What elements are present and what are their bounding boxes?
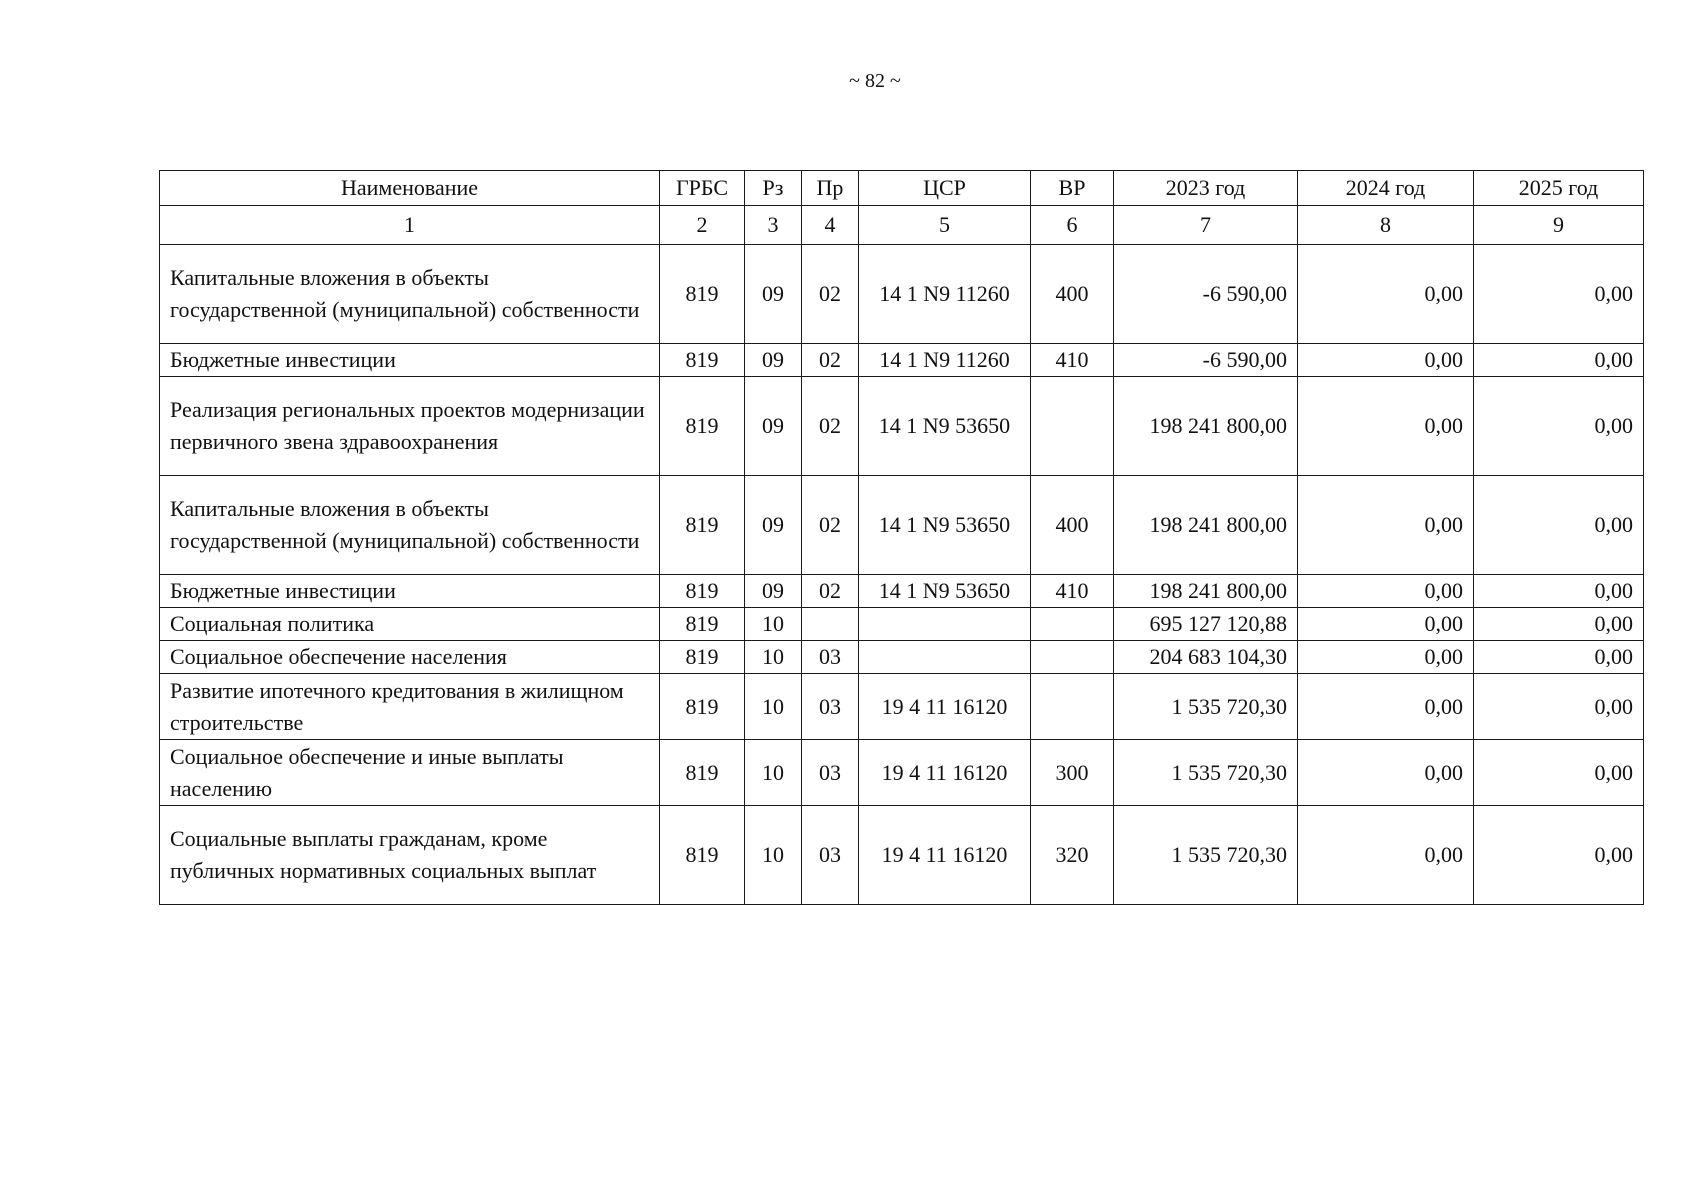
row-amount-2025: 0,00 [1474, 377, 1644, 476]
row-grbs: 819 [660, 740, 745, 806]
row-amount-2024: 0,00 [1298, 806, 1474, 905]
row-amount-2024: 0,00 [1298, 641, 1474, 674]
row-rz: 09 [745, 245, 802, 344]
row-csr: 14 1 N9 11260 [859, 245, 1031, 344]
row-name: Развитие ипотечного кредитования в жилищном строительстве [160, 674, 660, 740]
row-rz: 09 [745, 575, 802, 608]
row-name: Бюджетные инвестиции [160, 344, 660, 377]
row-rz: 09 [745, 344, 802, 377]
row-grbs: 819 [660, 245, 745, 344]
row-amount-2024: 0,00 [1298, 377, 1474, 476]
row-grbs: 819 [660, 608, 745, 641]
row-vr: 320 [1031, 806, 1114, 905]
row-csr: 14 1 N9 53650 [859, 575, 1031, 608]
row-csr: 14 1 N9 11260 [859, 344, 1031, 377]
row-grbs: 819 [660, 476, 745, 575]
column-header-csr: ЦСР [859, 171, 1031, 206]
row-amount-2024: 0,00 [1298, 674, 1474, 740]
column-number: 8 [1298, 206, 1474, 245]
row-vr: 300 [1031, 740, 1114, 806]
column-header-grbs: ГРБС [660, 171, 745, 206]
column-header-pr: Пр [802, 171, 859, 206]
row-amount-2024: 0,00 [1298, 476, 1474, 575]
row-rz: 10 [745, 641, 802, 674]
column-header-2025: 2025 год [1474, 171, 1644, 206]
row-rz: 10 [745, 608, 802, 641]
row-amount-2023: 198 241 800,00 [1114, 575, 1298, 608]
row-name: Капитальные вложения в объекты государственной (муниципальной) собственности [160, 245, 660, 344]
column-number: 6 [1031, 206, 1114, 245]
row-name: Социальное обеспечение населения [160, 641, 660, 674]
table-row [160, 641, 1644, 674]
row-amount-2025: 0,00 [1474, 245, 1644, 344]
row-vr: 410 [1031, 344, 1114, 377]
row-pr: 02 [802, 476, 859, 575]
row-csr [859, 608, 1031, 641]
column-header-2024: 2024 год [1298, 171, 1474, 206]
row-csr: 14 1 N9 53650 [859, 377, 1031, 476]
header-row [160, 171, 1644, 206]
column-header-vr: ВР [1031, 171, 1114, 206]
table-row [160, 674, 1644, 740]
row-vr [1031, 608, 1114, 641]
table-row [160, 608, 1644, 641]
row-amount-2023: 695 127 120,88 [1114, 608, 1298, 641]
row-amount-2025: 0,00 [1474, 740, 1644, 806]
row-amount-2023: 1 535 720,30 [1114, 674, 1298, 740]
row-pr: 03 [802, 674, 859, 740]
row-name: Социальные выплаты гражданам, кроме публичных нормативных социальных выплат [160, 806, 660, 905]
row-amount-2024: 0,00 [1298, 245, 1474, 344]
row-pr: 03 [802, 806, 859, 905]
row-pr: 02 [802, 575, 859, 608]
row-pr: 03 [802, 641, 859, 674]
row-amount-2025: 0,00 [1474, 608, 1644, 641]
row-rz: 10 [745, 674, 802, 740]
column-number: 9 [1474, 206, 1644, 245]
row-csr: 19 4 11 16120 [859, 674, 1031, 740]
row-grbs: 819 [660, 344, 745, 377]
column-number: 3 [745, 206, 802, 245]
column-header-rz: Рз [745, 171, 802, 206]
row-csr: 19 4 11 16120 [859, 740, 1031, 806]
row-pr [802, 608, 859, 641]
row-amount-2023: 204 683 104,30 [1114, 641, 1298, 674]
row-amount-2025: 0,00 [1474, 806, 1644, 905]
table-row [160, 740, 1644, 806]
table-row [160, 806, 1644, 905]
row-amount-2025: 0,00 [1474, 344, 1644, 377]
row-amount-2025: 0,00 [1474, 575, 1644, 608]
row-csr: 14 1 N9 53650 [859, 476, 1031, 575]
row-pr: 02 [802, 245, 859, 344]
row-amount-2024: 0,00 [1298, 608, 1474, 641]
row-csr [859, 641, 1031, 674]
row-amount-2023: 198 241 800,00 [1114, 476, 1298, 575]
page-number: ~ 82 ~ [849, 70, 901, 92]
row-name: Социальная политика [160, 608, 660, 641]
column-number: 2 [660, 206, 745, 245]
table-row [160, 344, 1644, 377]
column-number: 5 [859, 206, 1031, 245]
row-rz: 10 [745, 740, 802, 806]
row-name: Реализация региональных проектов модернизации первичного звена здравоохранения [160, 377, 660, 476]
row-amount-2023: -6 590,00 [1114, 245, 1298, 344]
row-vr [1031, 674, 1114, 740]
row-amount-2024: 0,00 [1298, 740, 1474, 806]
row-amount-2023: 1 535 720,30 [1114, 740, 1298, 806]
row-grbs: 819 [660, 377, 745, 476]
row-csr: 19 4 11 16120 [859, 806, 1031, 905]
column-number: 4 [802, 206, 859, 245]
row-vr: 410 [1031, 575, 1114, 608]
column-number: 1 [160, 206, 660, 245]
row-name: Капитальные вложения в объекты государственной (муниципальной) собственности [160, 476, 660, 575]
row-name: Бюджетные инвестиции [160, 575, 660, 608]
column-number: 7 [1114, 206, 1298, 245]
row-amount-2023: 1 535 720,30 [1114, 806, 1298, 905]
row-rz: 10 [745, 806, 802, 905]
column-header-name: Наименование [160, 171, 660, 206]
row-amount-2025: 0,00 [1474, 641, 1644, 674]
row-amount-2024: 0,00 [1298, 575, 1474, 608]
column-header-2023: 2023 год [1114, 171, 1298, 206]
row-amount-2024: 0,00 [1298, 344, 1474, 377]
row-rz: 09 [745, 476, 802, 575]
budget-table [159, 170, 1644, 905]
row-amount-2025: 0,00 [1474, 476, 1644, 575]
row-grbs: 819 [660, 806, 745, 905]
table-row [160, 575, 1644, 608]
row-grbs: 819 [660, 641, 745, 674]
row-pr: 02 [802, 344, 859, 377]
row-amount-2023: 198 241 800,00 [1114, 377, 1298, 476]
row-vr [1031, 377, 1114, 476]
row-grbs: 819 [660, 674, 745, 740]
row-grbs: 819 [660, 575, 745, 608]
row-pr: 02 [802, 377, 859, 476]
row-amount-2023: -6 590,00 [1114, 344, 1298, 377]
table-row [160, 476, 1644, 575]
table-row [160, 245, 1644, 344]
row-vr: 400 [1031, 245, 1114, 344]
row-amount-2025: 0,00 [1474, 674, 1644, 740]
row-vr [1031, 641, 1114, 674]
row-name: Социальное обеспечение и иные выплаты населению [160, 740, 660, 806]
row-vr: 400 [1031, 476, 1114, 575]
row-pr: 03 [802, 740, 859, 806]
column-number-row [160, 206, 1644, 245]
row-rz: 09 [745, 377, 802, 476]
table-row [160, 377, 1644, 476]
